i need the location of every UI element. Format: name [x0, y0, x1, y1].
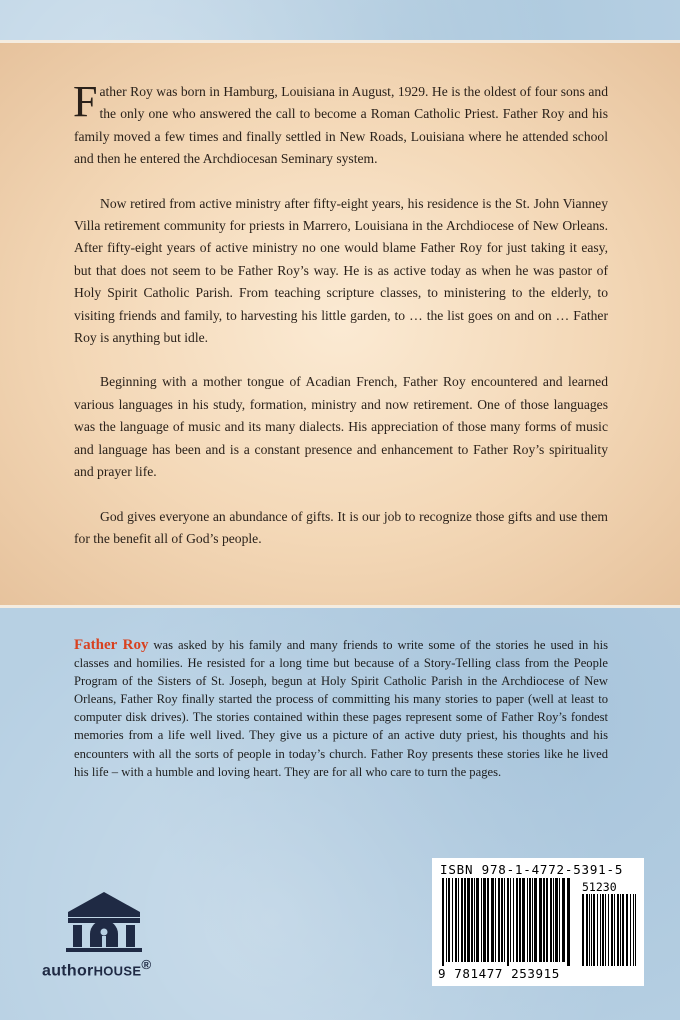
isbn-label: ISBN 978-1-4772-5391-5	[440, 862, 624, 877]
blurb-highlight-name: Father Roy	[74, 637, 149, 653]
publisher-name-part-1: author	[42, 962, 94, 980]
bio-paragraph-4: God gives everyone an abundance of gifts. It is our job to recognize those gifts and use them for the benefit all of God’s people.	[74, 508, 608, 546]
top-border-band	[0, 0, 680, 40]
bio-paragraph-2: Now retired from active ministry after fifty-eight years, his residence is the St. John Vianney Villa retirement community for priests in Marrero, Louisiana in the Archdiocese of New Orleans. After fifty-eight years of active ministry no one would blame Father Roy for just taking it easy, but that does not seem to be Father Roy’s way. He is as active today as when he was pastor of Holy Spirit Catholic Parish. From teaching scripture classes, to ministering to the elderly, to visiting friends and family, to harvesting his little garden, to … the list goes on and on … Father Roy is anything but idle.	[74, 195, 608, 346]
price-code: 51230	[582, 880, 617, 894]
drop-cap: F	[73, 77, 98, 126]
bio-paragraph-1-text: ather Roy was born in Hamburg, Louisiana in August, 1929. He is the oldest of four sons and the only one who answered the call to become a Roman Catholic Priest. Father Roy and his family moved a few times and finally settled in New Roads, Louisiana where he attended school and then he entered the Archdiocesan Seminary system.	[74, 84, 608, 167]
bio-paragraph-1	[73, 77, 608, 171]
barcode-digits: 9 781477 253915	[438, 966, 560, 981]
publisher-name-part-2: HOUSE	[93, 963, 142, 979]
bio-paragraph-3: Beginning with a mother tongue of Acadian French, Father Roy encountered and learned various languages in his study, formation, ministry and now retirement. One of those languages was the language of music and its many dialects. His appreciation of those many forms of music and language has been and is a constant presence and enhancement to Father Roy’s spirituality and prayer life.	[74, 374, 608, 480]
publisher-name	[42, 957, 151, 980]
trademark-symbol: ®	[141, 957, 152, 972]
authorhouse-logo-icon	[64, 890, 144, 954]
isbn-barcode	[432, 858, 644, 986]
publisher-logo	[40, 890, 180, 980]
book-blurb	[74, 636, 608, 781]
author-bio-panel	[0, 40, 680, 608]
blurb-text: was asked by his family and many friends to write some of the stories he used in his classes and homilies. He resisted for a long time but because of a Story-Telling class from the People Program of the Sisters of St. Joseph, begun at Holy Spirit Catholic Parish in the Archdiocese of New Orleans, Father Roy finally started the process of committing his many stories to paper (well at least to computer disk drives). The stories contained within these pages represent some of Father Roy’s fondest memories from a life well lived. They give us a picture of an active duty priest, his thoughts and his encounters with all the sorts of people in today’s church. Father Roy presents these stories like he lived his life – with a humble and loving heart. They are for all who care to turn the pages.	[74, 638, 608, 779]
author-bio	[73, 77, 608, 572]
